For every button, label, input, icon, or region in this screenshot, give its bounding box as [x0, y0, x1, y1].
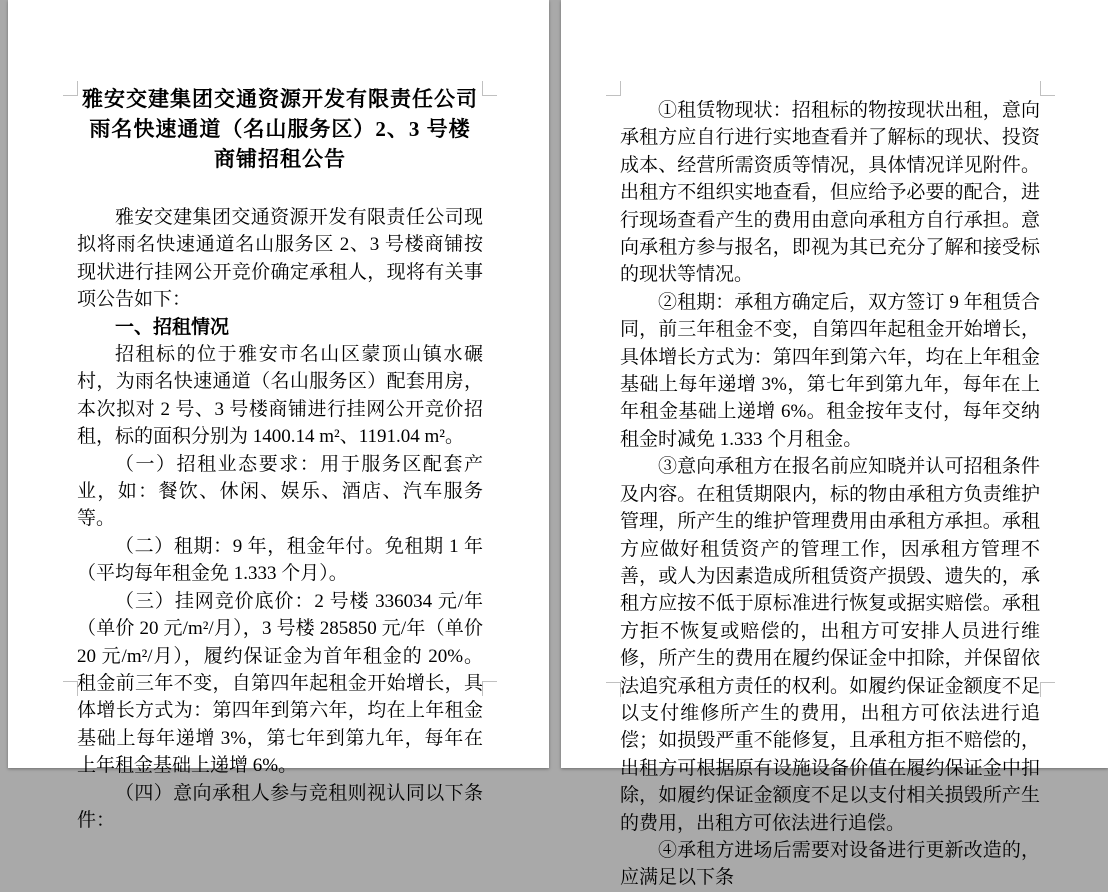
- page-2-text-area: [620, 97, 1040, 892]
- page-1-paragraphs: [77, 204, 483, 834]
- paragraph: （三）挂网竞价底价：2 号楼 336034 元/年（单价 20 元/m²/月），3 号楼 285850 元/年（单价 20 元/m²/月），履约保证金为首年租金的 20%。租金前三年不变，自第四年起租金开始增长，具体增长方式为：第四年到第六年，均在上年租金基础上每年递增 3%，第七年到第九年，每年在上年租金基础上递增 6%。: [77, 590, 483, 777]
- document-page-1: [8, 0, 549, 831]
- paragraph: （二）租期：9 年，租金年付。免租期 1 年（平均每年租金免 1.333 个月）。: [77, 535, 483, 585]
- paragraph: 雅安交建集团交通资源开发有限责任公司现拟将雨名快速通道名山服务区 2、3 号楼商铺按现状进行挂网公开竞价确定承租人，现将有关事项公告如下：: [77, 207, 483, 311]
- title-line-1: 雅安交建集团交通资源开发有限责任公司: [82, 87, 478, 111]
- document-page-2: [561, 0, 1108, 889]
- crop-mark-top-right: [482, 81, 497, 96]
- section-heading: 一、招租情况: [115, 316, 230, 338]
- title-line-2: 雨名快速通道（名山服务区）2、3 号楼: [89, 117, 471, 141]
- page-1-text-area: [77, 84, 483, 834]
- crop-mark-top-left: [63, 81, 78, 96]
- paragraph: ②租期：承租方确定后，双方签订 9 年租赁合同，前三年租金不变，自第四年起租金开始增长，具体增长方式为：第四年到第六年，均在上年租金基础上每年递增 3%，第七年到第九年，每年在上年租金基础上递增 6%。租金按年支付，每年交纳租金时减免 1.333 个月租金。: [620, 291, 1040, 450]
- crop-mark-top-right: [1040, 81, 1055, 96]
- crop-mark-bottom-left: [606, 682, 621, 697]
- crop-mark-bottom-right: [482, 681, 497, 696]
- page-2-paragraphs: [620, 97, 1040, 892]
- crop-mark-bottom-left: [63, 681, 78, 696]
- paragraph: （一）招租业态要求：用于服务区配套产业，如：餐饮、休闲、娱乐、酒店、汽车服务等。: [77, 453, 483, 530]
- crop-mark-bottom-right: [1040, 682, 1055, 697]
- title-line-3: 商铺招租公告: [214, 147, 346, 171]
- paragraph: ①租赁物现状：招租标的物按现状出租，意向承租方应自行进行实地查看并了解标的现状、投资成本、经营所需资质等情况，具体情况详见附件。出租方不组织实地查看，但应给予必要的配合，进行现场查看产生的费用由意向承租方自行承担。意向承租方参与报名，即视为其已充分了解和接受标的现状等情况。: [620, 100, 1040, 286]
- crop-mark-top-left: [606, 81, 621, 96]
- paragraph: 招租标的位于雅安市名山区蒙顶山镇水碾村，为雨名快速通道（名山服务区）配套用房，本次拟对 2 号、3 号楼商铺进行挂网公开竞价招租，标的面积分别为 1400.14 m²、1191.04 m²。: [77, 344, 483, 448]
- paragraph: ③意向承租方在报名前应知晓并认可招租条件及内容。在租赁期限内，标的物由承租方负责维护管理，所产生的维护管理费用由承租方承担。承租方应做好租赁资产的管理工作，因承租方管理不善，或人为因素造成所租赁资产损毁、遗失的，承租方应按不低于原标准进行恢复或据实赔偿。承租方拒不恢复或赔偿的，出租方可安排人员进行维修，所产生的费用在履约保证金中扣除，并保留依法追究承租方责任的权利。如履约保证金额度不足以支付维修所产生的费用，出租方可依法进行追偿；如损毁严重不能修复，且承租方拒不赔偿的，出租方可根据原有设施设备价值在履约保证金中扣除，如履约保证金额度不足以支付相关损毁所产生的费用，出租方可依法进行追偿。: [620, 456, 1040, 834]
- paragraph: ④承租方进场后需要对设备进行更新改造的，应满足以下条: [620, 839, 1040, 889]
- paragraph: （四）意向承租人参与竞租则视认同以下条件：: [77, 782, 483, 831]
- document-title: [77, 84, 483, 174]
